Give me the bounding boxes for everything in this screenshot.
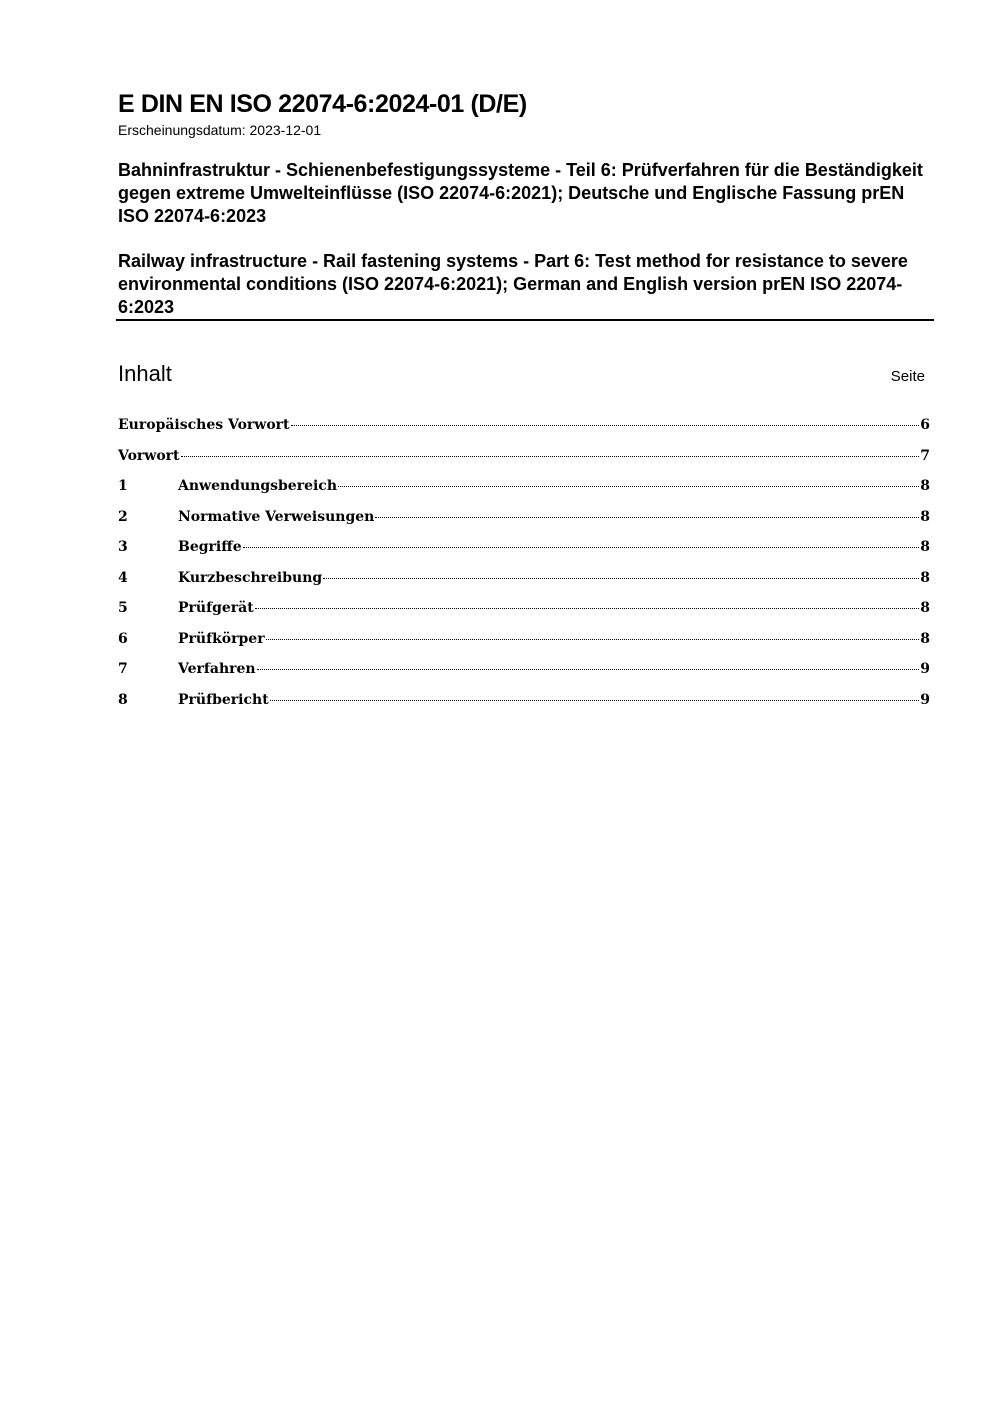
toc-entry-number: 8 (118, 691, 128, 708)
toc-entry-number: 4 (118, 569, 128, 586)
toc-entry-pruefkoerper[interactable] (118, 631, 930, 662)
toc-entry-page: 7 (920, 447, 930, 464)
toc-entry-number: 6 (118, 630, 128, 647)
toc-entry-europaeisches-vorwort[interactable] (118, 417, 930, 448)
toc-dot-leader (375, 517, 919, 518)
toc-entry-begriffe[interactable] (118, 539, 930, 570)
toc-page-column-label: Seite (890, 368, 925, 385)
toc-entry-page: 8 (920, 600, 930, 616)
toc-entry-title: Vorwort (118, 447, 180, 464)
toc-dot-leader (270, 700, 920, 701)
toc-dot-leader (323, 578, 919, 579)
toc-entry-title: Anwendungsbereich (178, 478, 337, 494)
toc-entry-number: 3 (118, 539, 128, 555)
toc-entry-page: 9 (920, 691, 930, 708)
toc-entry-normative-verweisungen[interactable] (118, 509, 930, 540)
toc-dot-leader (266, 639, 920, 640)
toc-entry-page: 8 (920, 508, 930, 525)
title-german: Bahninfrastruktur - Schienenbefestigungssysteme - Teil 6: Prüfverfahren für die Beständigkeit gegen extreme Umwelteinflüsse (ISO 22074-6:2021); Deutsche und Englische Fassung prEN ISO 22074-6:2023 (118, 160, 923, 226)
toc-dot-leader (257, 669, 920, 670)
toc-entry-anwendungsbereich[interactable] (118, 478, 930, 509)
toc-dot-leader (338, 486, 919, 487)
toc-entry-number: 5 (118, 600, 128, 616)
table-of-contents (118, 417, 930, 722)
toc-entry-kurzbeschreibung[interactable] (118, 570, 930, 601)
toc-entry-title: Verfahren (178, 661, 256, 677)
toc-entry-vorwort[interactable] (118, 448, 930, 479)
toc-entry-page: 8 (920, 630, 930, 647)
title-divider (116, 319, 934, 321)
toc-dot-leader (291, 425, 920, 426)
toc-dot-leader (255, 608, 920, 609)
toc-entry-title: Prüfbericht (178, 691, 269, 708)
publication-date: Erscheinungsdatum: 2023-12-01 (118, 122, 322, 138)
toc-entry-title: Begriffe (178, 539, 242, 555)
toc-entry-pruefgeraet[interactable] (118, 600, 930, 631)
toc-entry-title: Europäisches Vorwort (118, 417, 290, 433)
toc-entry-title: Kurzbeschreibung (178, 569, 323, 586)
toc-entry-page: 9 (920, 661, 930, 677)
toc-dot-leader (181, 456, 920, 457)
toc-entry-verfahren[interactable] (118, 661, 930, 692)
title-english: Railway infrastructure - Rail fastening systems - Part 6: Test method for resistance to severe environmental conditions (ISO 22074-6:2021); German and English version prEN ISO 22074-6:2023 (118, 251, 908, 317)
toc-entry-number: 2 (118, 508, 128, 525)
toc-dot-leader (243, 547, 920, 548)
toc-entry-title: Normative Verweisungen (178, 508, 375, 525)
toc-heading: Inhalt (118, 361, 172, 386)
toc-entry-pruefbericht[interactable] (118, 692, 930, 723)
document-id: E DIN EN ISO 22074-6:2024-01 (D/E) (118, 90, 527, 118)
toc-entry-page: 8 (920, 478, 930, 494)
toc-entry-page: 8 (920, 539, 930, 555)
toc-entry-page: 6 (920, 417, 930, 433)
toc-entry-title: Prüfkörper (178, 630, 265, 647)
toc-entry-title: Prüfgerät (178, 600, 254, 616)
toc-entry-number: 1 (118, 478, 128, 494)
toc-entry-number: 7 (118, 661, 128, 677)
toc-entry-page: 8 (920, 569, 930, 586)
